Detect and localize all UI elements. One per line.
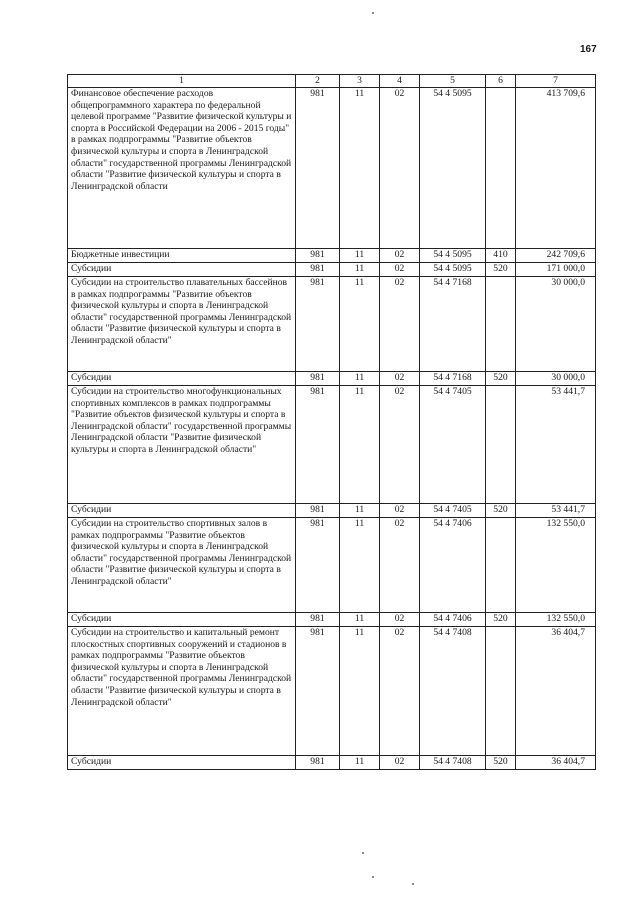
column-header: 2 <box>296 75 340 88</box>
scan-speck <box>412 883 414 885</box>
cell-c5: 54 4 7405 <box>420 504 486 518</box>
cell-amount: 36 404,7 <box>516 756 596 770</box>
cell-c6 <box>486 277 516 372</box>
cell-amount: 30 000,0 <box>516 372 596 386</box>
column-header: 3 <box>340 75 380 88</box>
cell-c6 <box>486 88 516 249</box>
budget-table <box>67 74 596 770</box>
cell-c4: 02 <box>380 249 420 263</box>
cell-c2: 981 <box>296 386 340 504</box>
page-number: 167 <box>580 44 597 55</box>
cell-c4: 02 <box>380 504 420 518</box>
cell-c2: 981 <box>296 627 340 756</box>
cell-c3: 11 <box>340 372 380 386</box>
row-name: Финансовое обеспечение расходов общепрограммного характера по федеральной целевой программе "Развитие физической культуры и спорта в Российской Федерации на 2006 - 2015 годы" в рамках подпрограммы "Развитие объектов физической культуры и спорта в Ленинградской области" государственной программы Ленинградской области "Развитие физической культуры и спорта в Ленинградской области <box>68 88 296 249</box>
cell-c6: 520 <box>486 504 516 518</box>
column-header: 4 <box>380 75 420 88</box>
cell-c4: 02 <box>380 613 420 627</box>
cell-c2: 981 <box>296 372 340 386</box>
cell-amount: 53 441,7 <box>516 504 596 518</box>
table-row <box>68 249 596 263</box>
cell-amount: 413 709,6 <box>516 88 596 249</box>
scan-speck <box>362 852 364 854</box>
table-row <box>68 386 596 504</box>
cell-c5: 54 4 7408 <box>420 627 486 756</box>
cell-c5: 54 4 7406 <box>420 518 486 613</box>
table-row <box>68 756 596 770</box>
cell-c4: 02 <box>380 88 420 249</box>
cell-c4: 02 <box>380 386 420 504</box>
column-header: 6 <box>486 75 516 88</box>
cell-c3: 11 <box>340 756 380 770</box>
table-row <box>68 504 596 518</box>
cell-c5: 54 4 7405 <box>420 386 486 504</box>
cell-c5: 54 4 5095 <box>420 88 486 249</box>
cell-c2: 981 <box>296 277 340 372</box>
cell-c2: 981 <box>296 88 340 249</box>
column-header: 5 <box>420 75 486 88</box>
cell-amount: 242 709,6 <box>516 249 596 263</box>
cell-c6 <box>486 518 516 613</box>
row-name: Субсидии на строительство и капитальный ремонт плоскостных спортивных сооружений и стадионов в рамках подпрограммы "Развитие объектов физической культуры и спорта в Ленинградской области" государственной программы Ленинградской области "Развитие физической культуры и спорта в Ленинградской области" <box>68 627 296 756</box>
cell-c6 <box>486 627 516 756</box>
cell-c6: 520 <box>486 263 516 277</box>
cell-c5: 54 4 7168 <box>420 372 486 386</box>
cell-amount: 53 441,7 <box>516 386 596 504</box>
cell-c6: 520 <box>486 372 516 386</box>
cell-c3: 11 <box>340 613 380 627</box>
cell-c4: 02 <box>380 627 420 756</box>
cell-amount: 132 550,0 <box>516 518 596 613</box>
row-name: Субсидии на строительство многофункциональных спортивных комплексов в рамках подпрограммы "Развитие объектов физической культуры и спорта в Ленинградской области" государственной программы Ленинградской области "Развитие физической культуры и спорта в Ленинградской области" <box>68 386 296 504</box>
cell-c3: 11 <box>340 627 380 756</box>
cell-c3: 11 <box>340 386 380 504</box>
table-row <box>68 627 596 756</box>
row-name: Бюджетные инвестиции <box>68 249 296 263</box>
row-name: Субсидии на строительство плавательных бассейнов в рамках подпрограммы "Развитие объектов физической культуры и спорта в Ленинградской области" государственной программы Ленинградской области "Развитие физической культуры и спорта в Ленинградской области" <box>68 277 296 372</box>
table-row <box>68 613 596 627</box>
cell-amount: 132 550,0 <box>516 613 596 627</box>
column-header: 7 <box>516 75 596 88</box>
cell-c5: 54 4 7168 <box>420 277 486 372</box>
cell-c2: 981 <box>296 249 340 263</box>
cell-c3: 11 <box>340 277 380 372</box>
cell-c2: 981 <box>296 504 340 518</box>
cell-amount: 30 000,0 <box>516 277 596 372</box>
scan-speck <box>372 12 374 14</box>
cell-c4: 02 <box>380 518 420 613</box>
cell-c5: 54 4 7406 <box>420 613 486 627</box>
table-row <box>68 263 596 277</box>
cell-c5: 54 4 7408 <box>420 756 486 770</box>
table-row <box>68 518 596 613</box>
cell-c5: 54 4 5095 <box>420 249 486 263</box>
cell-c3: 11 <box>340 88 380 249</box>
cell-c3: 11 <box>340 518 380 613</box>
row-name: Субсидии <box>68 756 296 770</box>
cell-c4: 02 <box>380 372 420 386</box>
column-header: 1 <box>68 75 296 88</box>
row-name: Субсидии <box>68 504 296 518</box>
table-row <box>68 372 596 386</box>
table-row <box>68 88 596 249</box>
cell-c3: 11 <box>340 249 380 263</box>
row-name: Субсидии <box>68 613 296 627</box>
cell-amount: 36 404,7 <box>516 627 596 756</box>
cell-c6: 520 <box>486 756 516 770</box>
row-name: Субсидии <box>68 263 296 277</box>
cell-c2: 981 <box>296 613 340 627</box>
cell-amount: 171 000,0 <box>516 263 596 277</box>
cell-c4: 02 <box>380 277 420 372</box>
cell-c4: 02 <box>380 756 420 770</box>
cell-c2: 981 <box>296 263 340 277</box>
cell-c2: 981 <box>296 518 340 613</box>
cell-c5: 54 4 5095 <box>420 263 486 277</box>
scan-speck <box>372 876 374 878</box>
cell-c3: 11 <box>340 504 380 518</box>
cell-c6 <box>486 386 516 504</box>
cell-c2: 981 <box>296 756 340 770</box>
row-name: Субсидии <box>68 372 296 386</box>
cell-c4: 02 <box>380 263 420 277</box>
cell-c3: 11 <box>340 263 380 277</box>
cell-c6: 520 <box>486 613 516 627</box>
cell-c6: 410 <box>486 249 516 263</box>
row-name: Субсидии на строительство спортивных залов в рамках подпрограммы "Развитие объектов физической культуры и спорта в Ленинградской области" государственной программы Ленинградской области "Развитие физической культуры и спорта в Ленинградской области" <box>68 518 296 613</box>
table-header-row <box>68 75 596 88</box>
table-row <box>68 277 596 372</box>
